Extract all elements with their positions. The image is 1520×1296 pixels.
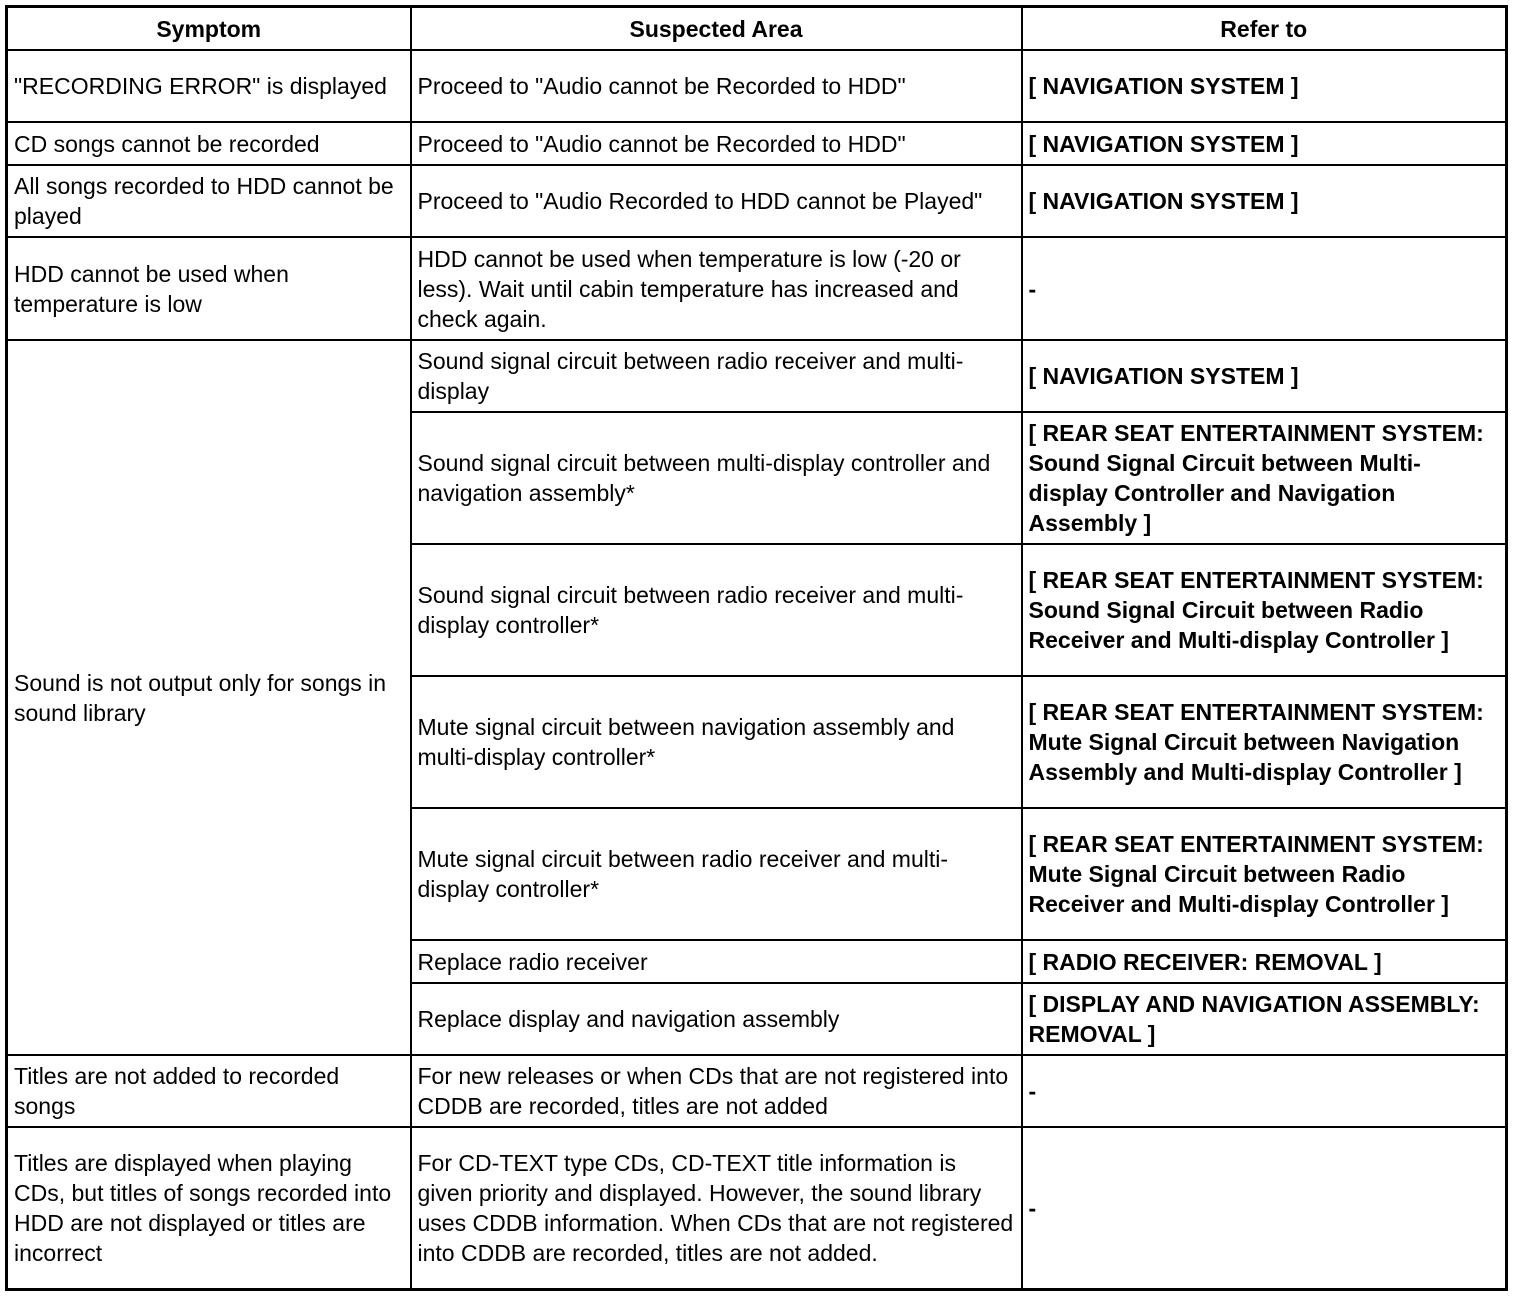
area-cell: Replace radio receiver [411,940,1022,983]
refer-cell: [ DISPLAY AND NAVIGATION ASSEMBLY: REMOVAL ] [1022,983,1507,1055]
refer-cell: [ REAR SEAT ENTERTAINMENT SYSTEM: Sound Signal Circuit between Multi-display Controller and Navigation Assembly ] [1022,412,1507,544]
refer-cell: [ NAVIGATION SYSTEM ] [1022,122,1507,165]
refer-cell: - [1022,1127,1507,1289]
refer-cell: [ REAR SEAT ENTERTAINMENT SYSTEM: Mute Signal Circuit between Radio Receiver and Multi-display Controller ] [1022,808,1507,940]
troubleshooting-table [5,5,1508,1291]
area-cell: Mute signal circuit between navigation assembly and multi-display controller* [411,676,1022,808]
area-cell: Proceed to "Audio cannot be Recorded to HDD" [411,122,1022,165]
refer-cell: [ REAR SEAT ENTERTAINMENT SYSTEM: Mute Signal Circuit between Navigation Assembly and Multi-display Controller ] [1022,676,1507,808]
area-cell: Sound signal circuit between multi-display controller and navigation assembly* [411,412,1022,544]
area-cell: For CD-TEXT type CDs, CD-TEXT title information is given priority and displayed. However, the sound library uses CDDB information. When CDs that are not registered into CDDB are recorded, titles are not added. [411,1127,1022,1289]
refer-cell: - [1022,237,1507,340]
area-cell: Mute signal circuit between radio receiver and multi-display controller* [411,808,1022,940]
area-cell: Replace display and navigation assembly [411,983,1022,1055]
symptom-cell: "RECORDING ERROR" is displayed [7,50,411,122]
area-cell: HDD cannot be used when temperature is low (-20 or less). Wait until cabin temperature has increased and check again. [411,237,1022,340]
symptom-cell: Titles are not added to recorded songs [7,1055,411,1127]
table-row [7,165,1507,237]
table-row [7,1127,1507,1289]
header-row [7,7,1507,51]
header-suspected-area: Suspected Area [411,7,1022,51]
table-row [7,50,1507,122]
refer-cell: [ RADIO RECEIVER: REMOVAL ] [1022,940,1507,983]
symptom-cell: HDD cannot be used when temperature is low [7,237,411,340]
table-row [7,1055,1507,1127]
area-cell: Sound signal circuit between radio receiver and multi-display controller* [411,544,1022,676]
table-row [7,122,1507,165]
symptom-cell: CD songs cannot be recorded [7,122,411,165]
refer-cell: [ REAR SEAT ENTERTAINMENT SYSTEM: Sound Signal Circuit between Radio Receiver and Multi-display Controller ] [1022,544,1507,676]
area-cell: For new releases or when CDs that are not registered into CDDB are recorded, titles are not added [411,1055,1022,1127]
refer-cell: [ NAVIGATION SYSTEM ] [1022,165,1507,237]
area-cell: Sound signal circuit between radio receiver and multi-display [411,340,1022,412]
area-cell: Proceed to "Audio Recorded to HDD cannot be Played" [411,165,1022,237]
header-symptom: Symptom [7,7,411,51]
symptom-cell: All songs recorded to HDD cannot be played [7,165,411,237]
table-row [7,340,1507,412]
area-cell: Proceed to "Audio cannot be Recorded to HDD" [411,50,1022,122]
symptom-cell: Sound is not output only for songs in sound library [7,340,411,1055]
refer-cell: [ NAVIGATION SYSTEM ] [1022,50,1507,122]
refer-cell: - [1022,1055,1507,1127]
symptom-cell: Titles are displayed when playing CDs, but titles of songs recorded into HDD are not displayed or titles are incorrect [7,1127,411,1289]
refer-cell: [ NAVIGATION SYSTEM ] [1022,340,1507,412]
header-refer-to: Refer to [1022,7,1507,51]
table-row [7,237,1507,340]
